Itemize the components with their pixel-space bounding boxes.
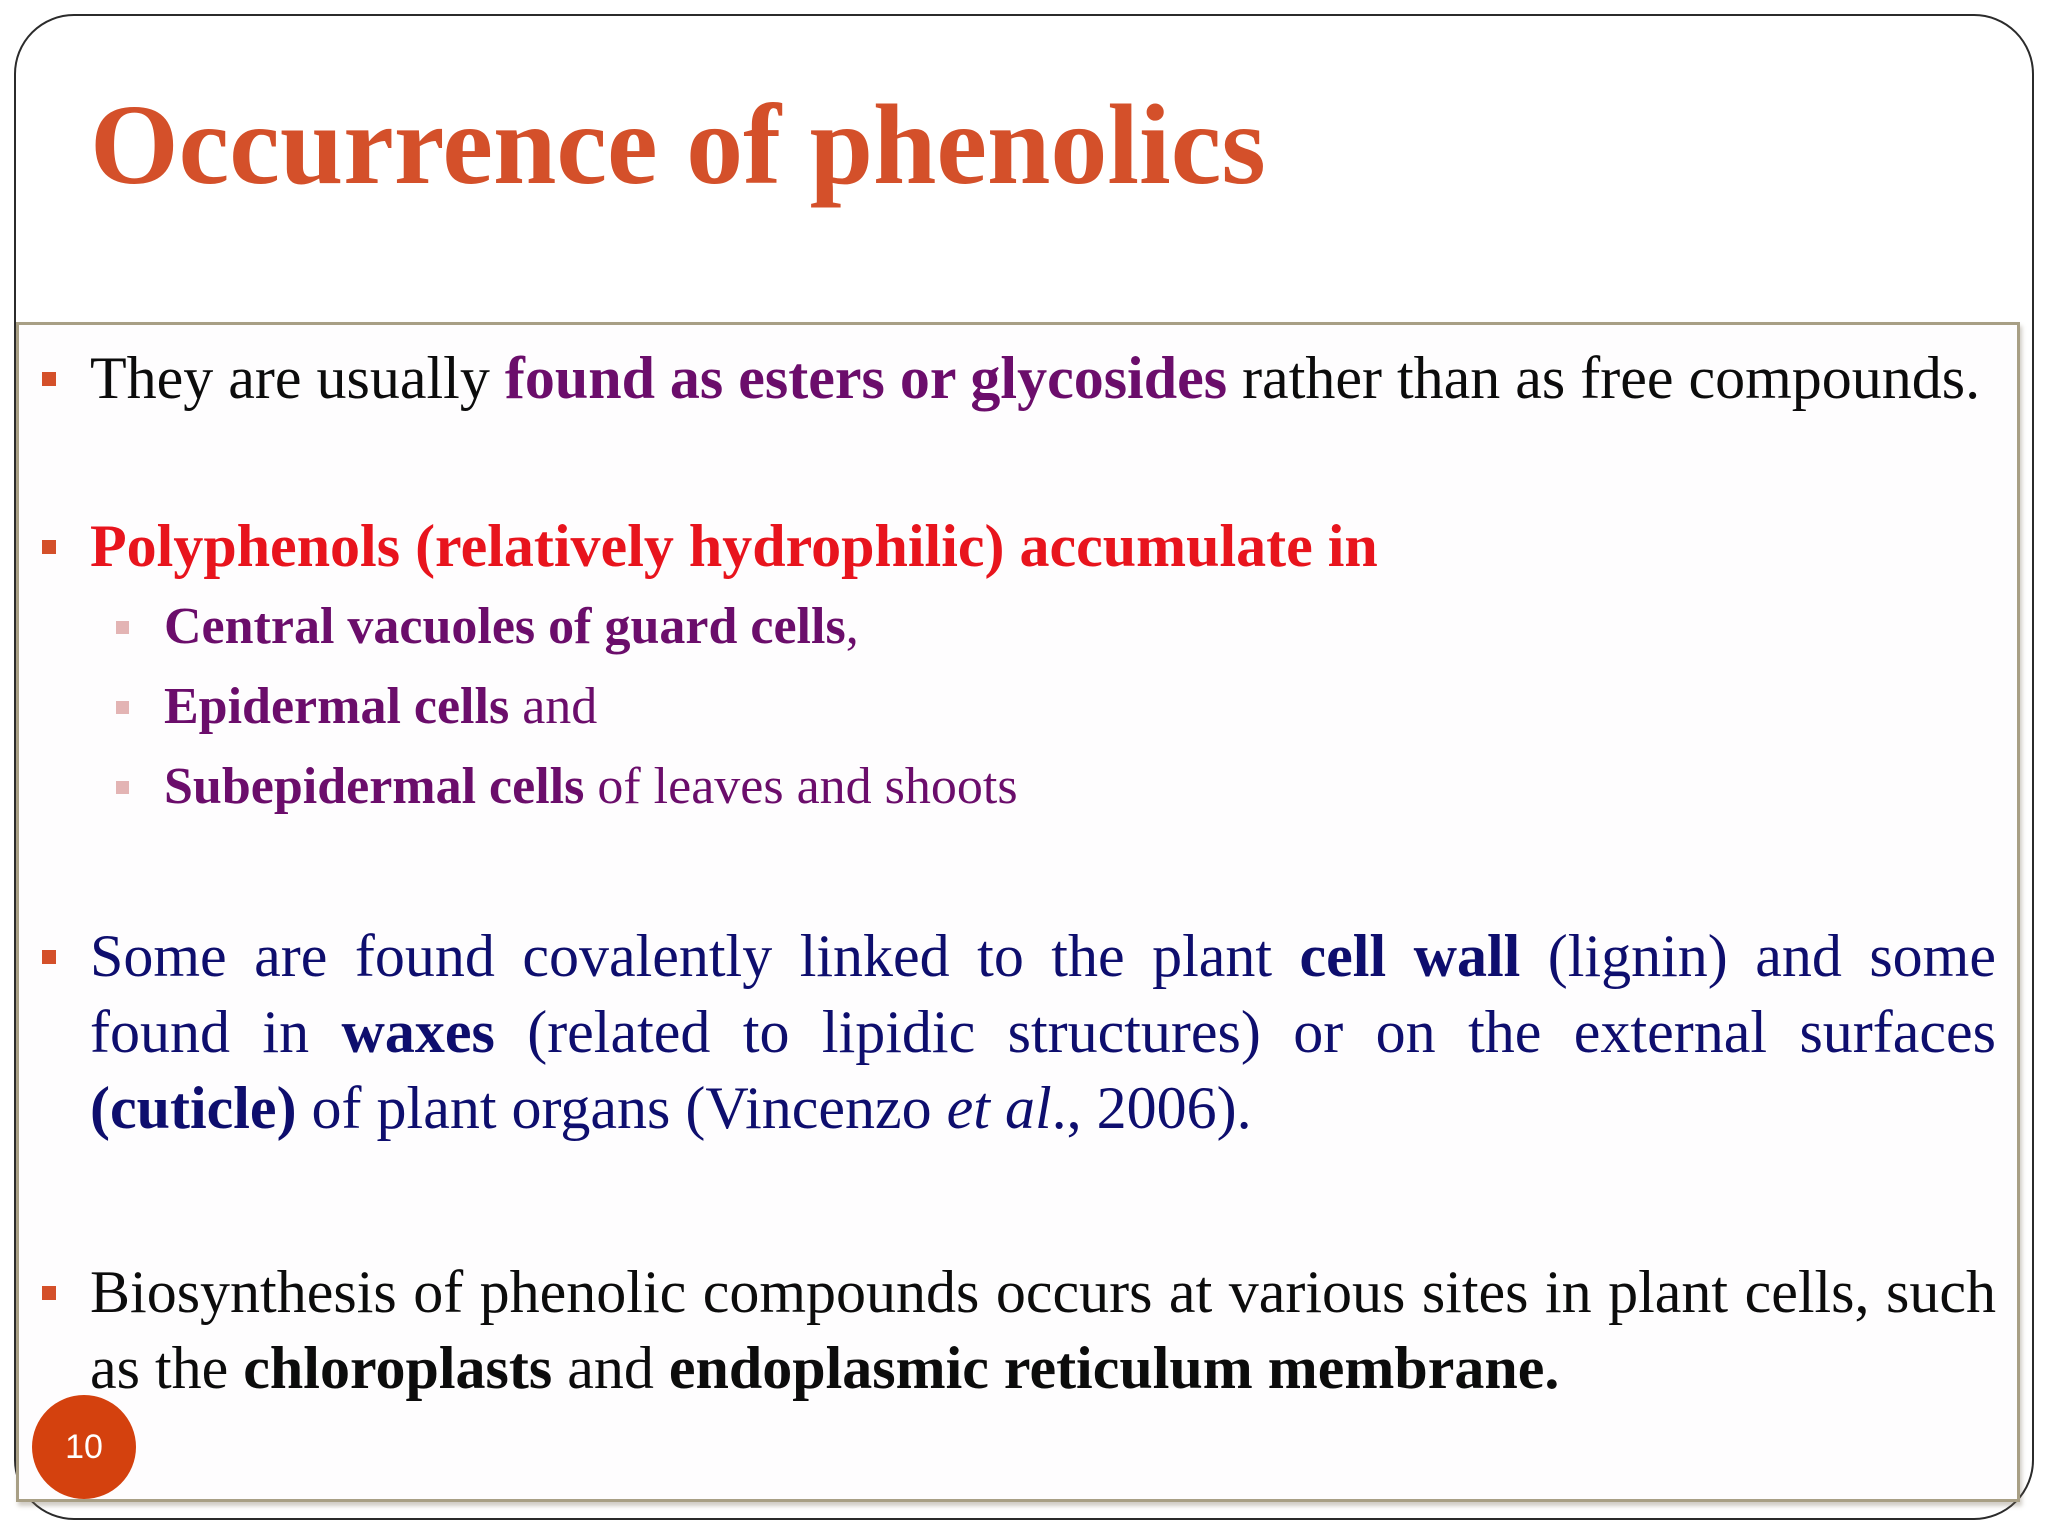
bullet-item-esters	[90, 340, 1996, 416]
bullet-item-cell-wall	[90, 918, 1996, 1146]
subitem-epidermal-cells	[164, 676, 1964, 738]
citation-et-al: et al	[946, 1075, 1052, 1141]
subitem-rest: and	[509, 678, 598, 735]
polyphenols-heading: Polyphenols (relatively hydrophilic) accumulate in	[90, 513, 1378, 579]
text-segment: and	[552, 1335, 669, 1401]
highlight-cell-wall: cell wall	[1299, 923, 1521, 989]
square-bullet-icon	[42, 372, 56, 386]
highlight-chloroplasts: chloroplasts	[243, 1335, 553, 1401]
slide-title: Occurrence of phenolics	[90, 81, 1266, 208]
text-segment: (related to lipidic structures) or on the external surfaces	[494, 999, 1996, 1065]
subitem-bold: Central vacuoles of guard cells	[164, 598, 846, 655]
highlight-waxes: waxes	[341, 999, 495, 1065]
text-segment: rather than as free compounds.	[1227, 345, 1981, 411]
page-number-badge: 10	[32, 1395, 136, 1499]
text-segment: Some are found covalently linked to the plant	[90, 923, 1300, 989]
text-segment: They are usually	[90, 345, 505, 411]
square-bullet-icon	[42, 540, 56, 554]
bullet-item-polyphenols	[90, 508, 1996, 584]
square-bullet-icon	[42, 950, 56, 964]
subitem-guard-cells	[164, 596, 1964, 658]
highlight-er-membrane: endoplasmic reticulum membrane.	[668, 1335, 1560, 1401]
subitem-rest: of leaves and shoots	[584, 758, 1018, 815]
square-bullet-icon	[42, 1286, 56, 1300]
text-segment: (lignin) and some found in	[90, 923, 1996, 1065]
subitem-bold: Subepidermal cells	[164, 758, 585, 815]
square-sub-bullet-icon	[116, 701, 129, 714]
subitem-rest: ,	[845, 598, 859, 655]
square-sub-bullet-icon	[116, 621, 129, 634]
square-sub-bullet-icon	[116, 781, 129, 794]
text-segment: ., 2006).	[1051, 1075, 1252, 1141]
bullet-item-biosynthesis	[90, 1254, 1996, 1406]
highlight-esters-glycosides: found as esters or glycosides	[504, 345, 1228, 411]
subitem-bold: Epidermal cells	[164, 678, 510, 735]
subitem-subepidermal-cells	[164, 756, 1964, 818]
highlight-cuticle: (cuticle)	[90, 1075, 297, 1141]
text-segment: Biosynthesis of phenolic compounds occurs at various sites in plant cells, such as the	[90, 1259, 1996, 1401]
text-segment: of plant organs (Vincenzo	[296, 1075, 947, 1141]
